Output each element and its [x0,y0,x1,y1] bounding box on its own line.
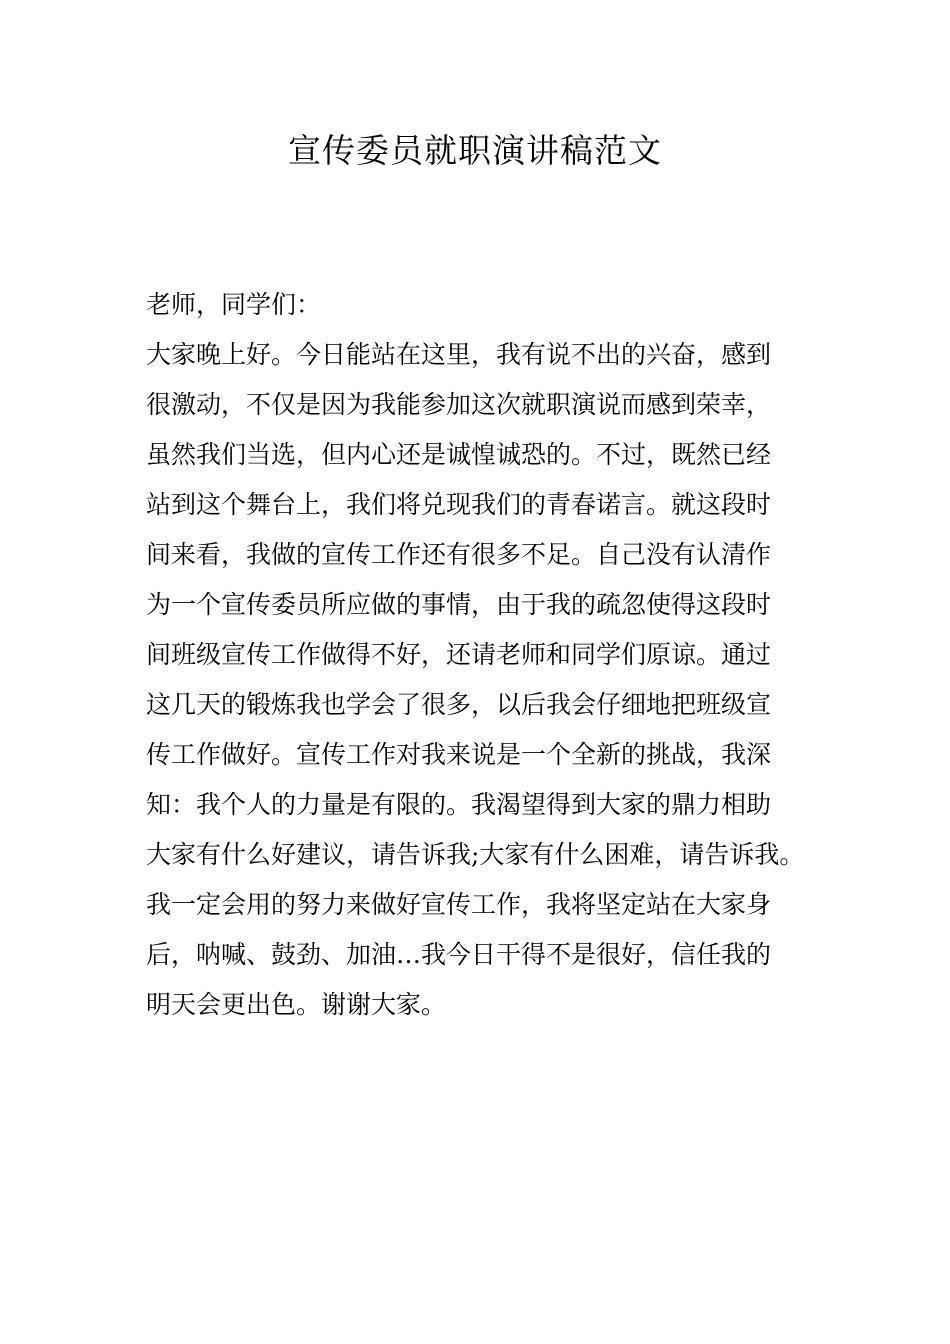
body-line: 很激动，不仅是因为我能参加这次就职演说而感到荣幸， [146,390,772,419]
body-line: 大家晚上好。今日能站在这里，我有说不出的兴奋，感到 [146,340,772,369]
body-line: 后，呐喊、鼓劲、加油…我今日干得不是很好，信任我的 [146,940,772,969]
document-title: 宣传委员就职演讲稿范文 [288,131,662,170]
body-line: 间来看，我做的宣传工作还有很多不足。自己没有认清作 [146,540,772,569]
body-line: 这几天的锻炼我也学会了很多，以后我会仔细地把班级宣 [146,690,772,719]
salutation-line: 老师，同学们： [146,290,322,319]
document-body [146,280,836,1030]
body-line: 我一定会用的努力来做好宣传工作，我将坚定站在大家身 [146,890,772,919]
body-line: 虽然我们当选，但内心还是诚惶诚恐的。不过，既然已经 [146,440,772,469]
body-line: 传工作做好。宣传工作对我来说是一个全新的挑战，我深 [146,740,772,769]
body-line: 大家有什么好建议，请告诉我;大家有什么困难，请告诉我。 [146,840,805,869]
body-line: 站到这个舞台上，我们将兑现我们的青春诺言。就这段时 [146,490,772,519]
body-line: 知：我个人的力量是有限的。我渴望得到大家的鼎力相助 [146,790,772,819]
closing-line: 明天会更出色。谢谢大家。 [146,990,447,1019]
body-line: 间班级宣传工作做得不好，还请老师和同学们原谅。通过 [146,640,772,669]
body-line: 为一个宣传委员所应做的事情，由于我的疏忽使得这段时 [146,590,772,619]
